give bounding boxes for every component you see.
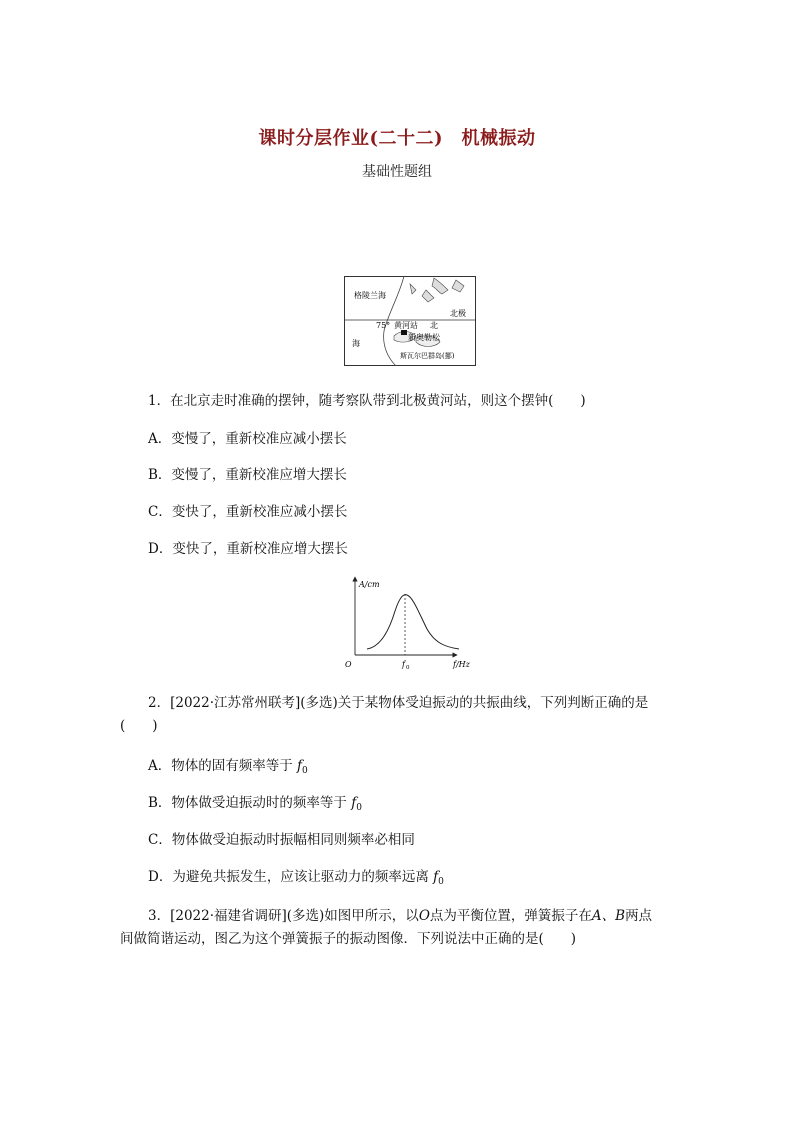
- q2-option-a: A．物体的固有频率等于 $f_0$: [148, 758, 308, 776]
- map-label-north-pole: 北极: [450, 309, 466, 318]
- map-label-islands: 斯瓦尔巴群岛(挪): [400, 352, 455, 360]
- x-axis-label: f/Hz: [453, 660, 470, 669]
- q1-option-b: B．变慢了，重新校准应增大摆长: [148, 467, 347, 483]
- page-title: 课时分层作业(二十二) 机械振动: [258, 128, 536, 149]
- map-label-town: 新奥勒松: [408, 333, 440, 342]
- svalbard-map-figure: [344, 276, 476, 366]
- peak-frequency-subscript: 0: [406, 665, 410, 670]
- q1-option-a: A．变慢了，重新校准应减小摆长: [148, 431, 347, 447]
- section-heading: 基础性题组: [362, 164, 432, 180]
- q2-option-d: D．为避免共振发生，应该让驱动力的频率远离 $f_0$: [148, 869, 444, 887]
- y-axis-label: A/cm: [359, 580, 380, 589]
- resonance-curve: [367, 595, 459, 649]
- map-label-sea: 海: [352, 339, 360, 348]
- map-label-latitude: 75°: [376, 321, 391, 330]
- q2-option-b: B．物体做受迫振动时的频率等于 $f_0$: [148, 795, 362, 813]
- q1-option-c: C．变快了，重新校准应减小摆长: [148, 504, 348, 520]
- map-label-north: 北: [430, 321, 438, 330]
- q1-option-d: D．变快了，重新校准应增大摆长: [148, 541, 348, 557]
- question-3-stem-line2: 间做简谐运动，图乙为这个弹簧振子的振动图像．下列说法中正确的是( ): [120, 931, 577, 947]
- origin-label: O: [345, 660, 352, 669]
- question-2-stem: 2．[2022·江苏常州联考](多选)关于某物体受迫振动的共振曲线，下列判断正确的是: [148, 695, 649, 711]
- peak-frequency-label: f: [402, 660, 405, 669]
- station-marker: [401, 330, 407, 335]
- question-2-answer-blank: ( ): [120, 718, 158, 734]
- question-3-stem-line1: 3．[2022·福建省调研](多选)如图甲所示，以O点为平衡位置，弹簧振子在A、B两点: [148, 908, 653, 924]
- map-label-station: 黄河站: [394, 321, 418, 330]
- resonance-curve-figure: [335, 575, 480, 670]
- map-label-greenland-sea: 格陵兰海: [354, 291, 386, 300]
- q2-option-c: C．物体做受迫振动时振幅相同则频率必相同: [148, 832, 415, 848]
- question-1-stem: 1．在北京走时准确的摆钟，随考察队带到北极黄河站，则这个摆钟( ): [148, 393, 586, 409]
